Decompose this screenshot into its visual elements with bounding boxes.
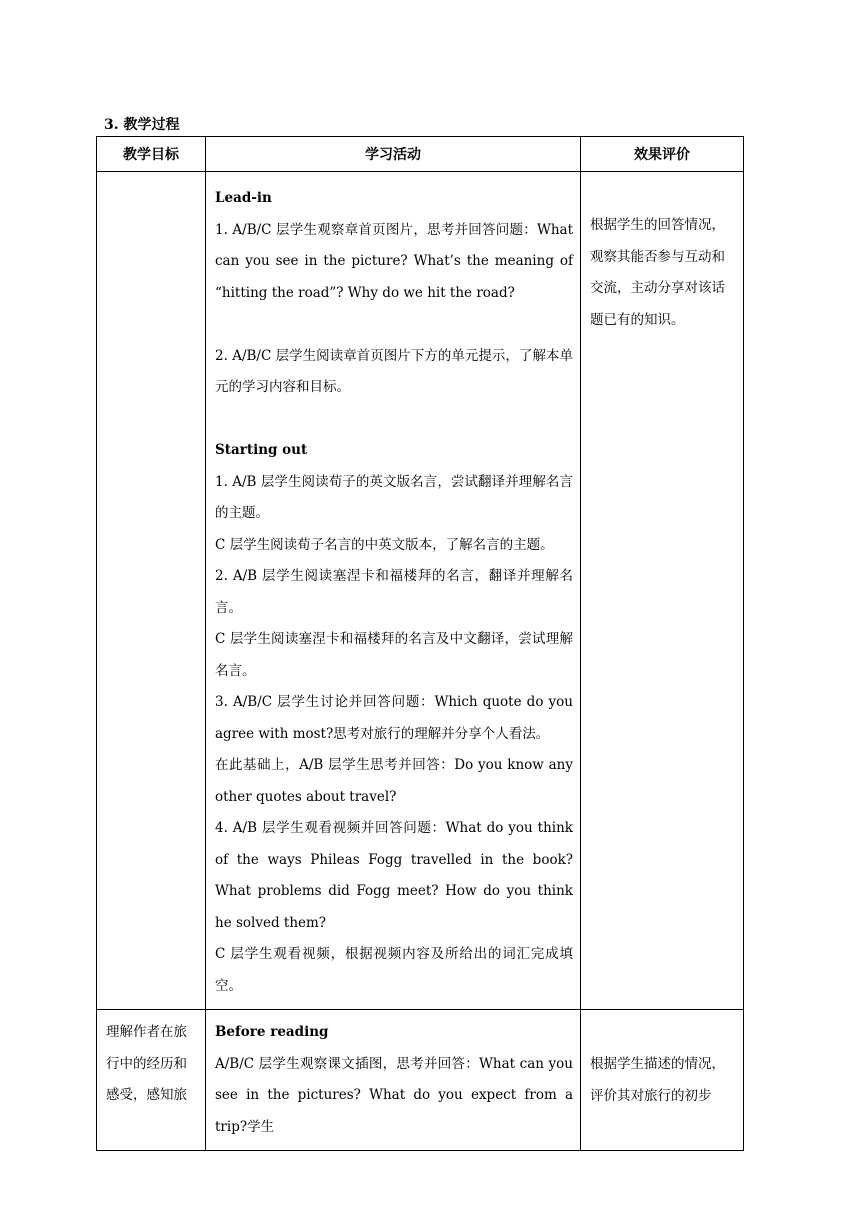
activity-paragraph: A/B/C 层学生观察课文插图，思考并回答：What can you see in the pictures? What do you expect from a trip?学生 bbox=[215, 1055, 573, 1135]
table-row bbox=[97, 172, 744, 1010]
activities-content bbox=[207, 1011, 579, 1149]
header-goal: 教学目标 bbox=[97, 137, 206, 172]
header-evaluation: 效果评价 bbox=[581, 137, 744, 172]
activity-paragraph: C 层学生阅读荀子名言的中英文版本，了解名言的主题。 bbox=[215, 536, 554, 553]
evaluation-cell bbox=[581, 1010, 744, 1151]
activities-cell bbox=[206, 172, 581, 1010]
activity-heading: Before reading bbox=[215, 1024, 329, 1040]
spacer bbox=[215, 404, 573, 436]
evaluation-text: 根据学生描述的情况，评价其对旅行的初步 bbox=[590, 1056, 725, 1104]
activity-heading: Starting out bbox=[215, 442, 308, 458]
activity-paragraph: 2. A/B 层学生阅读塞涅卡和福楼拜的名言，翻译并理解名言。 bbox=[215, 568, 573, 616]
activity-paragraph: C 层学生阅读塞涅卡和福楼拜的名言及中文翻译，尝试理解名言。 bbox=[215, 631, 573, 679]
goal-cell bbox=[97, 172, 206, 1010]
activity-paragraph: 在此基础上，A/B 层学生思考并回答：Do you know any other quotes about travel? bbox=[215, 757, 573, 805]
goal-text: 理解作者在旅行中的经历和感受，感知旅 bbox=[106, 1024, 187, 1103]
activity-paragraph: 1. A/B/C 层学生观察章首页图片，思考并回答问题：What can you see in the picture? What’s the meaning of “hitting the road”? Why do we hit the road? bbox=[215, 221, 573, 301]
header-activities: 学习活动 bbox=[206, 137, 581, 172]
activities-cell bbox=[206, 1010, 581, 1151]
activity-paragraph: 2. A/B/C 层学生阅读章首页图片下方的单元提示，了解本单元的学习内容和目标。 bbox=[215, 347, 573, 395]
activity-paragraph: C 层学生观看视频，根据视频内容及所给出的词汇完成填空。 bbox=[215, 946, 573, 994]
teaching-process-table bbox=[96, 136, 744, 1151]
table-header-row bbox=[97, 137, 744, 172]
activity-paragraph: 4. A/B 层学生观看视频并回答问题：What do you think of the ways Phileas Fogg travelled in the book? What problems did Fogg meet? How do you think he solved them? bbox=[215, 820, 573, 931]
activity-heading: Lead-in bbox=[215, 190, 272, 206]
evaluation-text: 根据学生的回答情况，观察其能否参与互动和交流，主动分享对该话题已有的知识。 bbox=[590, 217, 725, 328]
evaluation-cell bbox=[581, 172, 744, 1010]
activity-paragraph: 3. A/B/C 层学生讨论并回答问题：Which quote do you agree with most?思考对旅行的理解并分享个人看法。 bbox=[215, 694, 573, 742]
activity-paragraph: 1. A/B 层学生阅读荀子的英文版名言，尝试翻译并理解名言的主题。 bbox=[215, 473, 573, 521]
activities-content bbox=[207, 173, 579, 1008]
goal-cell bbox=[97, 1010, 206, 1151]
table-row bbox=[97, 1010, 744, 1151]
spacer bbox=[215, 309, 573, 341]
section-title: 3. 教学过程 bbox=[104, 117, 180, 133]
